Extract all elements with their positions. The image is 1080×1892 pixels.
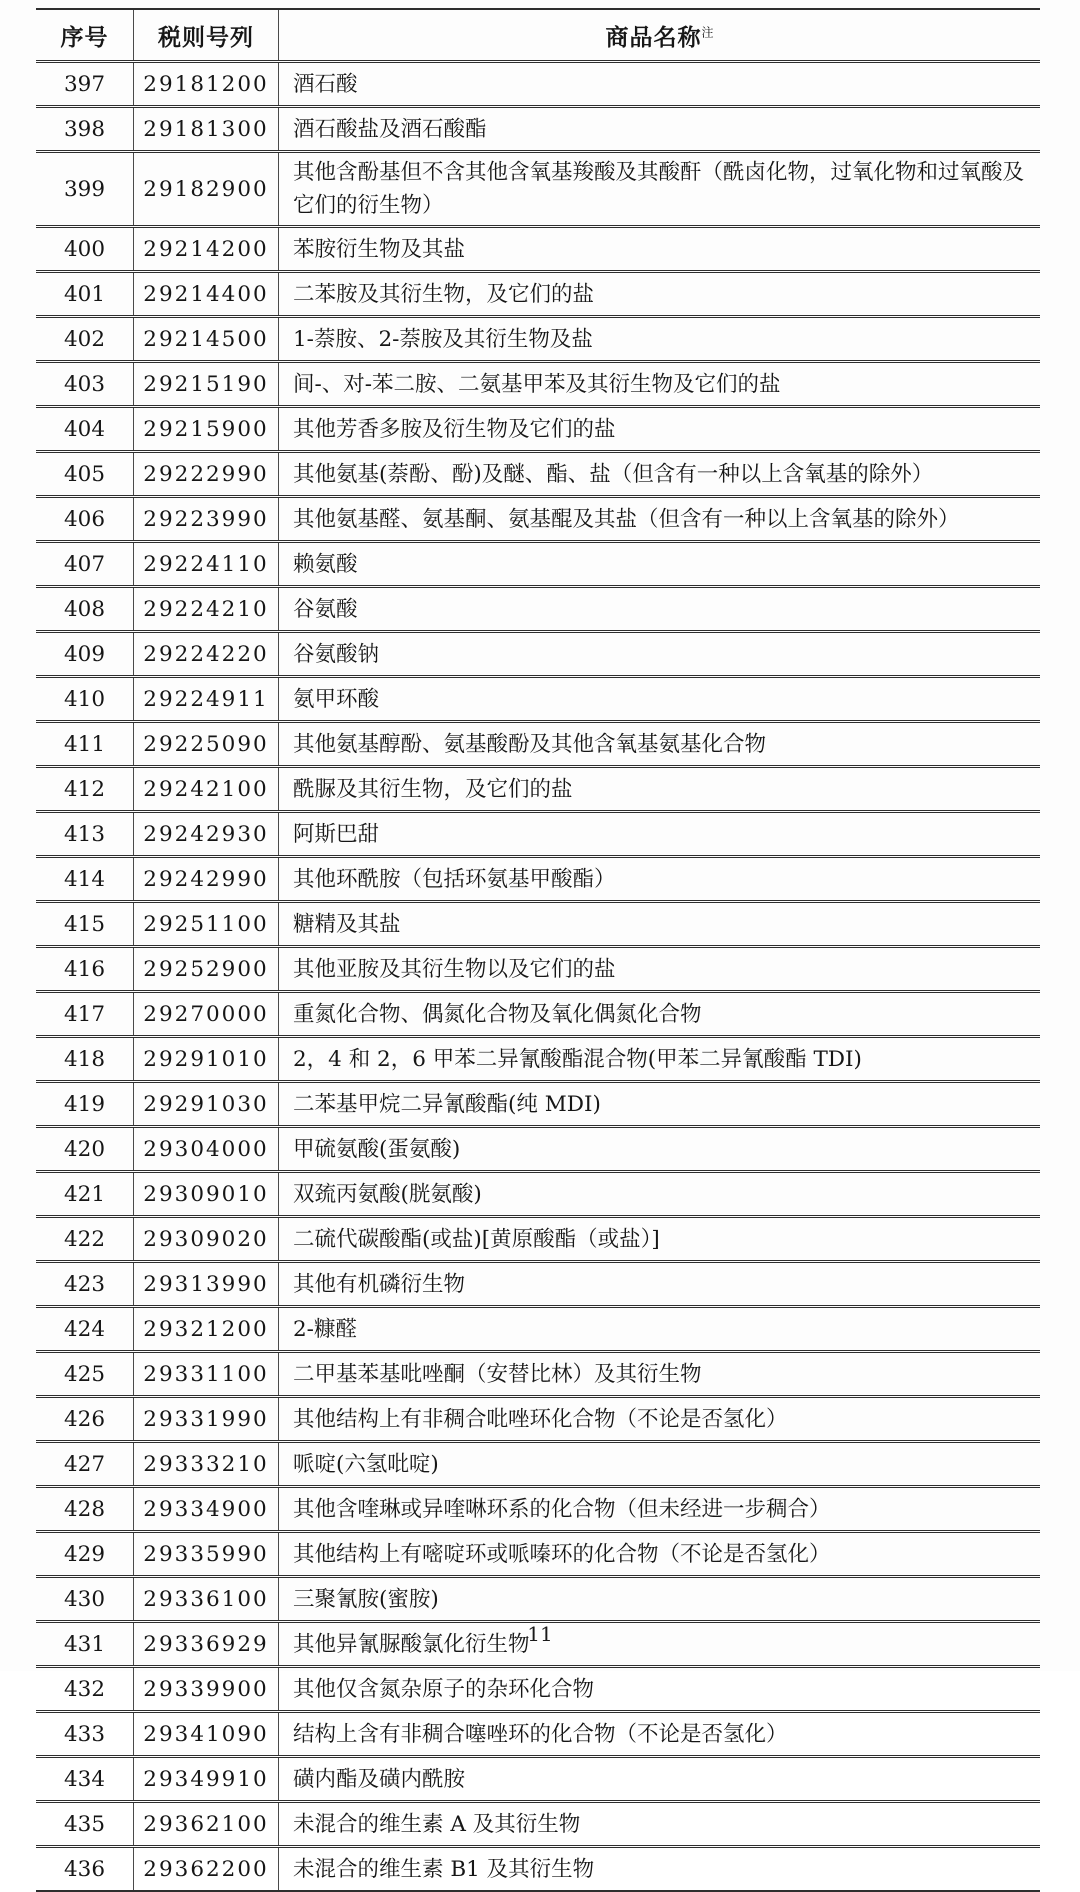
serial-number-cell: 434	[63, 1766, 106, 1792]
tariff-code-cell: 29336929	[134, 1622, 279, 1667]
serial-number-cell: 424	[63, 1316, 106, 1342]
product-name-cell: 苯胺衍生物及其盐	[293, 236, 466, 262]
tariff-code-cell: 29242930	[134, 812, 279, 857]
serial-number-cell: 425	[63, 1361, 106, 1387]
header-row	[36, 9, 1040, 62]
table-row	[36, 1442, 1040, 1487]
tariff-code-cell: 29321200	[134, 1307, 279, 1352]
serial-number-cell: 407	[63, 551, 106, 577]
table-body	[36, 62, 1040, 1892]
product-name-cell: 其他异氰脲酸氯化衍生物	[293, 1631, 530, 1657]
product-name-cell: 磺内酯及磺内酰胺	[293, 1766, 466, 1792]
table-row	[36, 1352, 1040, 1397]
tariff-code-cell: 29313990	[134, 1262, 279, 1307]
table-row	[36, 1757, 1040, 1802]
serial-number-cell: 422	[63, 1226, 106, 1252]
tariff-code-cell: 29362200	[134, 1847, 279, 1892]
table-row	[36, 152, 1040, 227]
table-row	[36, 317, 1040, 362]
product-name-cell: 未混合的维生素 B1 及其衍生物	[293, 1856, 595, 1882]
tariff-code-cell: 29339900	[134, 1667, 279, 1712]
product-name-cell: 其他结构上有非稠合吡唑环化合物（不论是否氢化）	[293, 1406, 788, 1432]
table-row	[36, 1037, 1040, 1082]
tariff-code-cell: 29215900	[134, 407, 279, 452]
table-row	[36, 497, 1040, 542]
note-superscript: 注	[701, 24, 714, 39]
product-name-cell: 2-糠醛	[293, 1316, 357, 1342]
table-row	[36, 452, 1040, 497]
serial-number-cell: 411	[63, 731, 106, 757]
serial-number-cell: 406	[63, 506, 106, 532]
product-name-cell: 谷氨酸钠	[293, 641, 380, 667]
product-name-cell: 1-萘胺、2-萘胺及其衍生物及盐	[293, 326, 593, 352]
tariff-code-cell: 29309020	[134, 1217, 279, 1262]
table-row	[36, 1532, 1040, 1577]
table-row	[36, 362, 1040, 407]
tariff-code-cell: 29182900	[134, 152, 279, 227]
table-row	[36, 992, 1040, 1037]
tariff-code-cell: 29252900	[134, 947, 279, 992]
tariff-code-cell: 29214400	[134, 272, 279, 317]
tariff-code-cell: 29334900	[134, 1487, 279, 1532]
serial-number-cell: 433	[63, 1721, 106, 1747]
table-row	[36, 227, 1040, 272]
table-row	[36, 107, 1040, 152]
tariff-code-cell: 29224911	[134, 677, 279, 722]
tariff-code-cell: 29223990	[134, 497, 279, 542]
tariff-code-cell: 29362100	[134, 1802, 279, 1847]
product-name-cell: 其他氨基醛、氨基酮、氨基醌及其盐（但含有一种以上含氧基的除外）	[293, 506, 960, 532]
table-row	[36, 1172, 1040, 1217]
tariff-code-cell: 29304000	[134, 1127, 279, 1172]
tariff-code-cell: 29181200	[134, 62, 279, 107]
table-header	[36, 9, 1040, 62]
table-row	[36, 1082, 1040, 1127]
tariff-code-cell: 29242990	[134, 857, 279, 902]
tariff-code-cell: 29335990	[134, 1532, 279, 1577]
table-row	[36, 1127, 1040, 1172]
serial-number-cell: 414	[63, 866, 106, 892]
serial-number-cell: 409	[63, 641, 106, 667]
table-row	[36, 902, 1040, 947]
serial-number-cell: 399	[63, 176, 106, 202]
tariff-code-cell: 29214200	[134, 227, 279, 272]
serial-number-cell: 415	[63, 911, 106, 937]
serial-number-cell: 412	[63, 776, 106, 802]
serial-number-cell: 429	[63, 1541, 106, 1567]
serial-number-cell: 426	[63, 1406, 106, 1432]
serial-number-cell: 398	[63, 116, 106, 142]
product-name-cell: 二苯基甲烷二异氰酸酯(纯 MDI)	[293, 1091, 601, 1117]
serial-number-cell: 400	[63, 236, 106, 262]
serial-number-cell: 401	[63, 281, 106, 307]
tariff-code-cell: 29309010	[134, 1172, 279, 1217]
tariff-code-cell: 29291010	[134, 1037, 279, 1082]
tariff-code-cell: 29336100	[134, 1577, 279, 1622]
serial-number-cell: 413	[63, 821, 106, 847]
tariff-code-cell: 29349910	[134, 1757, 279, 1802]
serial-number-cell: 416	[63, 956, 106, 982]
serial-number-cell: 404	[63, 416, 106, 442]
tariff-code-cell: 29224220	[134, 632, 279, 677]
tariff-code-cell: 29331100	[134, 1352, 279, 1397]
product-name-cell: 其他芳香多胺及衍生物及它们的盐	[293, 416, 616, 442]
table-row	[36, 1307, 1040, 1352]
serial-number-cell: 428	[63, 1496, 106, 1522]
product-name-cell: 哌啶(六氢吡啶)	[293, 1451, 439, 1477]
tariff-code-cell: 29242100	[134, 767, 279, 812]
serial-number-cell: 405	[63, 461, 106, 487]
product-name-cell: 赖氨酸	[293, 551, 358, 577]
table-row	[36, 677, 1040, 722]
product-name-cell: 未混合的维生素 A 及其衍生物	[293, 1811, 581, 1837]
table-row	[36, 1397, 1040, 1442]
table-row	[36, 272, 1040, 317]
product-name-cell: 其他环酰胺（包括环氨基甲酸酯）	[293, 866, 616, 892]
product-name-cell: 甲硫氨酸(蛋氨酸)	[293, 1136, 461, 1162]
serial-number-cell: 421	[63, 1181, 106, 1207]
product-name-cell: 其他含喹琳或异喹啉环系的化合物（但未经进一步稠合）	[293, 1496, 831, 1522]
table-row	[36, 857, 1040, 902]
product-name-cell: 其他亚胺及其衍生物以及它们的盐	[293, 956, 616, 982]
table-row	[36, 767, 1040, 812]
table-row	[36, 1487, 1040, 1532]
product-name-cell: 酰脲及其衍生物，及它们的盐	[293, 776, 573, 802]
product-name-cell: 间-、对-苯二胺、二氨基甲苯及其衍生物及它们的盐	[293, 371, 781, 397]
tariff-code-cell: 29251100	[134, 902, 279, 947]
serial-number-cell: 397	[63, 71, 106, 97]
product-name-cell: 其他有机磷衍生物	[293, 1271, 466, 1297]
col-header-serial-number: 序号	[60, 23, 109, 51]
product-name-cell: 阿斯巴甜	[293, 821, 380, 847]
product-name-cell: 其他仅含氮杂原子的杂环化合物	[293, 1676, 595, 1702]
table-row	[36, 587, 1040, 632]
tariff-table	[36, 8, 1040, 1892]
page-number: 11	[527, 1622, 553, 1646]
tariff-code-cell: 29331990	[134, 1397, 279, 1442]
table-row	[36, 1217, 1040, 1262]
serial-number-cell: 419	[63, 1091, 106, 1117]
serial-number-cell: 402	[63, 326, 106, 352]
product-name-cell: 二硫代碳酸酯(或盐)[黄原酸酯（或盐）]	[293, 1226, 660, 1252]
product-name-cell: 三聚氰胺(蜜胺)	[293, 1586, 439, 1612]
tariff-code-cell: 29181300	[134, 107, 279, 152]
serial-number-cell: 427	[63, 1451, 106, 1477]
product-name-cell: 其他含酚基但不含其他含氧基羧酸及其酸酐（酰卤化物，过氧化物和过氧酸及它们的衍生物）	[293, 160, 1025, 218]
product-name-cell: 其他结构上有嘧啶环或哌嗪环的化合物（不论是否氢化）	[293, 1541, 831, 1567]
product-name-cell: 酒石酸盐及酒石酸酯	[293, 116, 487, 142]
table-row	[36, 1667, 1040, 1712]
tariff-code-cell: 29222990	[134, 452, 279, 497]
product-name-cell: 二甲基苯基吡唑酮（安替比林）及其衍生物	[293, 1361, 702, 1387]
table-row	[36, 947, 1040, 992]
table-row	[36, 722, 1040, 767]
table-row	[36, 407, 1040, 452]
product-name-cell: 2，4 和 2，6 甲苯二异氰酸酯混合物(甲苯二异氰酸酯 TDI)	[293, 1046, 862, 1072]
tariff-code-cell: 29215190	[134, 362, 279, 407]
product-name-cell: 双巯丙氨酸(胱氨酸)	[293, 1181, 482, 1207]
col-header-tariff-code: 税则号列	[134, 9, 279, 62]
serial-number-cell: 408	[63, 596, 106, 622]
table-row	[36, 62, 1040, 107]
table-row	[36, 1802, 1040, 1847]
serial-number-cell: 410	[63, 686, 106, 712]
serial-number-cell: 435	[63, 1811, 106, 1837]
table-row	[36, 632, 1040, 677]
table-row	[36, 1577, 1040, 1622]
table-row	[36, 1712, 1040, 1757]
tariff-code-cell: 29225090	[134, 722, 279, 767]
product-name-cell: 酒石酸	[293, 71, 358, 97]
col-header-product-name	[279, 9, 1041, 62]
tariff-code-cell: 29270000	[134, 992, 279, 1037]
tariff-code-cell: 29224210	[134, 587, 279, 632]
serial-number-cell: 420	[63, 1136, 106, 1162]
tariff-code-cell: 29341090	[134, 1712, 279, 1757]
tariff-code-cell: 29224110	[134, 542, 279, 587]
product-name-cell: 其他氨基(萘酚、酚)及醚、酯、盐（但含有一种以上含氧基的除外）	[293, 461, 934, 487]
serial-number-cell: 418	[63, 1046, 106, 1072]
table-row	[36, 1847, 1040, 1892]
product-name-cell: 结构上含有非稠合噻唑环的化合物（不论是否氢化）	[293, 1721, 788, 1747]
serial-number-cell: 430	[63, 1586, 106, 1612]
serial-number-cell: 436	[63, 1856, 106, 1882]
table-row	[36, 1262, 1040, 1307]
table-row	[36, 812, 1040, 857]
product-name-cell: 谷氨酸	[293, 596, 358, 622]
serial-number-cell: 423	[63, 1271, 106, 1297]
serial-number-cell: 417	[63, 1001, 106, 1027]
serial-number-cell: 432	[63, 1676, 106, 1702]
table-row	[36, 542, 1040, 587]
product-name-cell: 二苯胺及其衍生物，及它们的盐	[293, 281, 595, 307]
serial-number-cell: 431	[63, 1631, 106, 1657]
product-name-cell: 糖精及其盐	[293, 911, 401, 937]
product-name-cell: 其他氨基醇酚、氨基酸酚及其他含氧基氨基化合物	[293, 731, 767, 757]
tariff-code-cell: 29333210	[134, 1442, 279, 1487]
product-name-cell: 重氮化合物、偶氮化合物及氧化偶氮化合物	[293, 1001, 702, 1027]
serial-number-cell: 403	[63, 371, 106, 397]
tariff-code-cell: 29291030	[134, 1082, 279, 1127]
tariff-code-cell: 29214500	[134, 317, 279, 362]
col-header-product-name-label: 商品名称	[605, 23, 702, 51]
product-name-cell: 氨甲环酸	[293, 686, 380, 712]
